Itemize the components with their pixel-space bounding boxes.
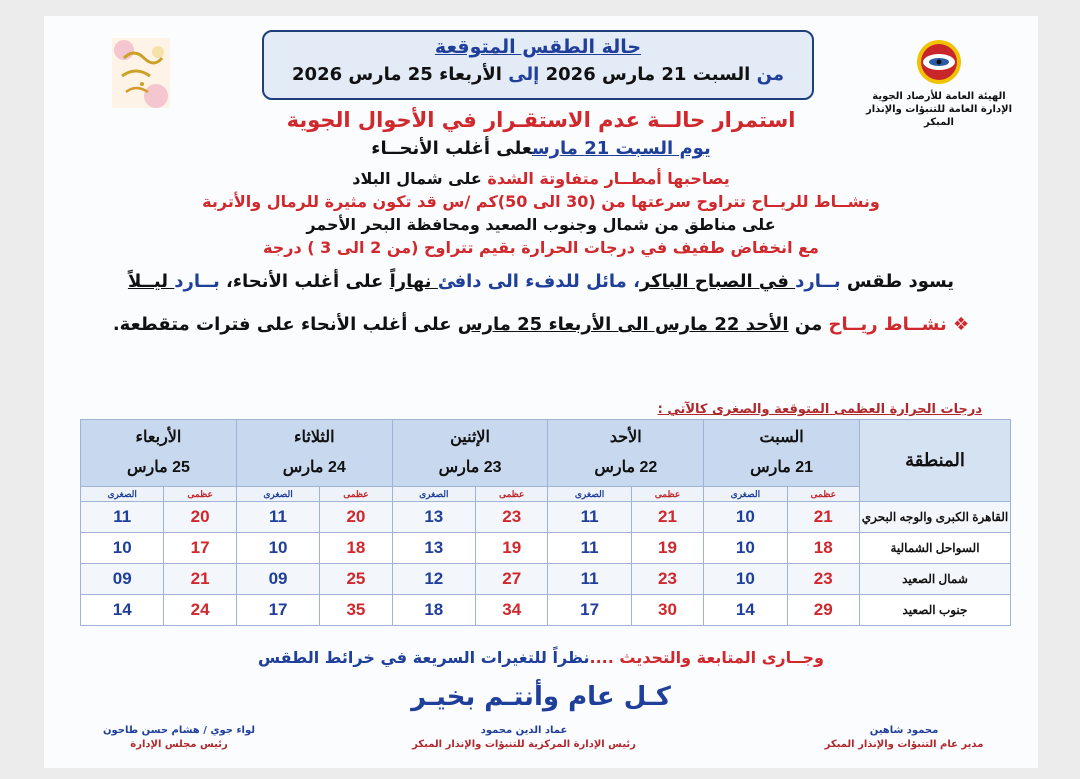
min-temp-cell: 14: [81, 595, 164, 626]
max-temp-cell: 34: [475, 595, 547, 626]
org-name: الهيئة العامة للأرصاد الجوية: [872, 91, 1006, 102]
signature-central-director: عماد الدين محمود رئيس الإدارة المركزية للتنبؤات والإنذار المبكر: [412, 725, 636, 750]
min-temp-cell: 11: [548, 502, 631, 533]
max-label: عظمى: [320, 487, 392, 502]
max-label: عظمى: [164, 487, 236, 502]
min-temp-cell: 10: [81, 533, 164, 564]
min-temp-cell: 09: [81, 564, 164, 595]
eid-greeting: كـل عام وأنتـم بخيـر: [411, 682, 671, 712]
max-label: عظمى: [787, 487, 859, 502]
min-temp-cell: 10: [704, 502, 787, 533]
min-label: الصغرى: [548, 487, 631, 502]
min-temp-cell: 11: [81, 502, 164, 533]
max-temp-cell: 25: [320, 564, 392, 595]
min-label: الصغرى: [704, 487, 787, 502]
rain-line: يصاحبها أمطــار متفاوتة الشدة على شمال البلاد: [352, 169, 730, 188]
max-temp-cell: 21: [787, 502, 859, 533]
max-temp-cell: 23: [475, 502, 547, 533]
wind-activity-line: ❖ نشــاط ريــاح من الأحد 22 مارس الى الأربعاء 25 مارس على أغلب الأنحاء على فترات متقطعة.: [112, 314, 970, 335]
signature-chairman: لواء جوي / هشام حسن طاحون رئيس مجلس الإدارة: [102, 725, 256, 750]
max-temp-cell: 21: [164, 564, 236, 595]
ema-logo-icon: [907, 38, 971, 86]
day-header: الأربعاء 25 مارس: [81, 420, 237, 487]
day-header: الأحد 22 مارس: [548, 420, 704, 487]
max-label: عظمى: [475, 487, 547, 502]
max-temp-cell: 23: [787, 564, 859, 595]
headline: استمرار حالــة عدم الاستقـرار في الأحوال الجوية: [286, 108, 796, 132]
max-temp-cell: 20: [164, 502, 236, 533]
table-row: [81, 502, 1011, 533]
min-temp-cell: 17: [236, 595, 319, 626]
min-temp-cell: 14: [704, 595, 787, 626]
eid-greeting-logo: [112, 38, 170, 108]
min-temp-cell: 17: [548, 595, 631, 626]
page-title: حالة الطقس المتوقعة: [434, 36, 642, 58]
table-row: [81, 533, 1011, 564]
region-cell: شمال الصعيد: [860, 564, 1011, 595]
min-label: الصغرى: [392, 487, 475, 502]
min-temp-cell: 09: [236, 564, 319, 595]
temperature-table-heading: درجات الحرارة العظمى المتوقعة والصغرى كالآتي :: [657, 402, 982, 417]
day-header: الثلاثاء 24 مارس: [236, 420, 392, 487]
max-temp-cell: 35: [320, 595, 392, 626]
max-temp-cell: 23: [631, 564, 703, 595]
bulletin-page: [44, 16, 1038, 768]
min-temp-cell: 10: [704, 533, 787, 564]
day-header: السبت 21 مارس: [704, 420, 860, 487]
min-temp-cell: 13: [392, 533, 475, 564]
max-temp-cell: 29: [787, 595, 859, 626]
min-temp-cell: 13: [392, 502, 475, 533]
max-temp-cell: 19: [631, 533, 703, 564]
min-label: الصغرى: [81, 487, 164, 502]
min-temp-cell: 18: [392, 595, 475, 626]
max-temp-cell: 17: [164, 533, 236, 564]
max-temp-cell: 20: [320, 502, 392, 533]
weather-line: يسود طقس بــارد في الصباح الباكر، مائل للدفء الى دافئ نهاراً على أغلب الأنحاء، بــارد ليــلاً: [127, 271, 955, 292]
wind-line: ونشــاط للريــاح تتراوح سرعتها من (30 الى 50)كم /س قد تكون مثيرة للرمال والأتربة: [202, 192, 880, 211]
max-temp-cell: 30: [631, 595, 703, 626]
table-row: [81, 564, 1011, 595]
min-temp-cell: 10: [704, 564, 787, 595]
max-temp-cell: 19: [475, 533, 547, 564]
day-line: يوم السبت 21 مارسعلى أغلب الأنحــاء: [371, 138, 711, 159]
region-header: المنطقة: [860, 420, 1011, 502]
bulletin-text: [44, 104, 1038, 335]
signature-general-manager: محمود شاهين مدير عام التنبؤات والإنذار المبكر: [824, 725, 984, 750]
table-row: [81, 595, 1011, 626]
min-temp-cell: 12: [392, 564, 475, 595]
follow-up-note: وجــارى المتابعة والتحديث ....نظراً للتغيرات السريعة في خرائط الطقس: [258, 648, 824, 667]
max-label: عظمى: [631, 487, 703, 502]
regions-line: على مناطق من شمال وجنوب الصعيد ومحافظة البحر الأحمر: [306, 215, 776, 234]
max-temp-cell: 18: [320, 533, 392, 564]
region-cell: السواحل الشمالية: [860, 533, 1011, 564]
max-temp-cell: 18: [787, 533, 859, 564]
date-range: من السبت 21 مارس 2026 إلى الأربعاء 25 مارس 2026: [292, 64, 784, 85]
title-box: [262, 30, 814, 100]
min-temp-cell: 11: [548, 564, 631, 595]
max-temp-cell: 27: [475, 564, 547, 595]
min-temp-cell: 10: [236, 533, 319, 564]
temperature-table: [80, 419, 1011, 626]
min-temp-cell: 11: [236, 502, 319, 533]
temperature-line: مع انخفاض طفيف في درجات الحرارة بقيم تتراوح (من 2 الى 3 ) درجة: [263, 238, 819, 257]
min-temp-cell: 11: [548, 533, 631, 564]
min-label: الصغرى: [236, 487, 319, 502]
org-department: الإدارة العامة للتنبؤات والإنذار المبكر: [865, 104, 1012, 128]
day-header: الإثنين 23 مارس: [392, 420, 548, 487]
region-cell: جنوب الصعيد: [860, 595, 1011, 626]
max-temp-cell: 24: [164, 595, 236, 626]
max-temp-cell: 21: [631, 502, 703, 533]
region-cell: القاهرة الكبرى والوجه البحري: [860, 502, 1011, 533]
